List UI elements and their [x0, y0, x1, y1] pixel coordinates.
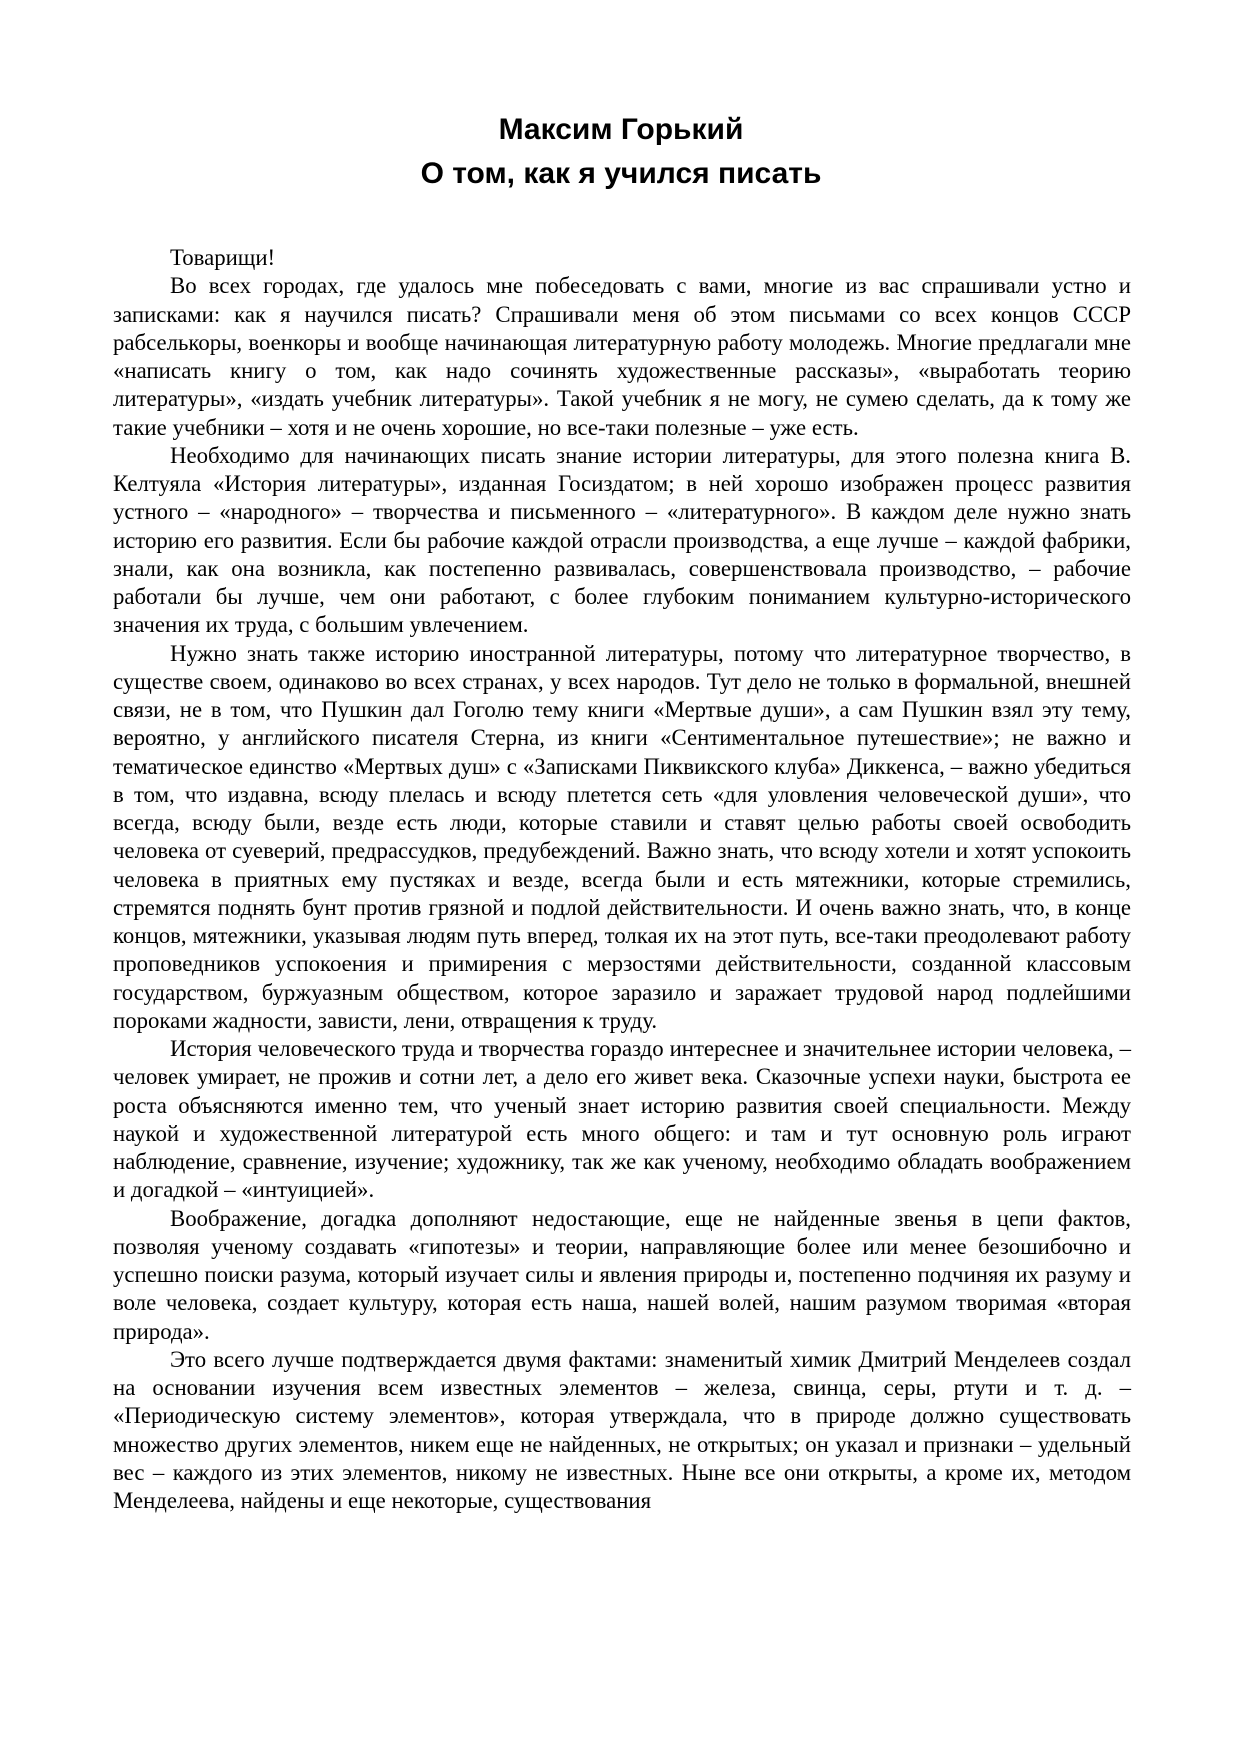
paragraph-greeting: Товарищи!	[170, 245, 276, 270]
paragraph: Воображение, догадка дополняют недостающие, еще не найденные звенья в цепи фактов, позволяя ученому создавать «гипотезы» и теории, направляющие более или менее безошибочно и успешно поиски разума, который изучает силы и явления природы и, постепенно подчиняя их разуму и воле человека, создает культуру, которая есть наша, нашей волей, нашим разумом творимая «вторая природа».	[113, 1205, 1131, 1344]
author-name: Максим Горький	[498, 113, 744, 146]
paragraph: Это всего лучше подтверждается двумя фактами: знаменитый химик Дмитрий Менделеев создал на основании изучения всем известных элементов – железа, свинца, серы, ртути и т. д. – «Периодическую систему элементов», которая утверждала, что в природе должно существовать множество других элементов, никем еще не найденных, не открытых; он указал и признаки – удельный вес – каждого из этих элементов, никому не известных. Ныне все они открыты, а кроме их, методом Менделеева, найдены и еще некоторые, существования	[113, 1346, 1131, 1513]
document-body	[113, 244, 1131, 1515]
paragraph: Необходимо для начинающих писать знание истории литературы, для этого полезна книга В. Келтуяла «История литературы», изданная Госиздатом; в ней хорошо изображен процесс развития устного – «народного» – творчества и письменного – «литературного». В каждом деле нужно знать историю его развития. Если бы рабочие каждой отрасли производства, а еще лучше – каждой фабрики, знали, как она возникла, как постепенно развивалась, совершенствовала производство, – рабочие работали бы лучше, чем они работают, с более глубоким пониманием культурно-исторического значения их труда, с большим увлечением.	[113, 442, 1131, 638]
document-title: О том, как я учился писать	[420, 157, 822, 190]
paragraph: Во всех городах, где удалось мне побеседовать с вами, многие из вас спрашивали устно и записками: как я научился писать? Спрашивали меня об этом письмами со всех концов СССР рабселькоры, военкоры и вообще начинающая литературную работу молодежь. Многие предлагали мне «написать книгу о том, как надо сочинять художественные рассказы», «выработать теорию литературы», «издать учебник литературы». Такой учебник я не могу, не сумею сделать, да к тому же такие учебники – хотя и не очень хорошие, но все-таки полезные – уже есть.	[113, 273, 1131, 440]
paragraph: История человеческого труда и творчества гораздо интереснее и значительнее истории человека, – человек умирает, не прожив и сотни лет, а дело его живет века. Сказочные успехи науки, быстрота ее роста объясняются именно тем, что ученый знает историю развития своей специальности. Между наукой и художественной литературой есть много общего: и там и тут основную роль играют наблюдение, сравнение, изучение; художнику, так же как ученому, необходимо обладать воображением и догадкой – «интуицией».	[113, 1036, 1131, 1203]
paragraph: Нужно знать также историю иностранной литературы, потому что литературное творчество, в существе своем, одинаково во всех странах, у всех народов. Тут дело не только в формальной, внешней связи, не в том, что Пушкин дал Гоголю тему книги «Мертвые души», а сам Пушкин взял эту тему, вероятно, у английского писателя Стерна, из книги «Сентиментальное путешествие»; не важно и тематическое единство «Мертвых душ» с «Записками Пиквикского клуба» Диккенса, – важно убедиться в том, что издавна, всюду плелась и всюду плетется сеть «для уловления человеческой души», что всегда, всюду были, везде есть люди, которые ставили и ставят целью работы своей освободить человека от суеверий, предрассудков, предубеждений. Важно знать, что всюду хотели и хотят успокоить человека в приятных ему пустяках и везде, всегда были и есть мятежники, которые стремились, стремятся поднять бунт против грязной и подлой действительности. И очень важно знать, что, в конце концов, мятежники, указывая людям путь вперед, толкая их на этот путь, все-таки преодолевают работу проповедников успокоения и примирения с мерзостями действительности, созданной классовым государством, буржуазным обществом, которое заразило и заражает трудовой народ подлейшими пороками жадности, зависти, лени, отвращения к труду.	[113, 640, 1131, 1033]
document-title-block	[0, 108, 1242, 196]
